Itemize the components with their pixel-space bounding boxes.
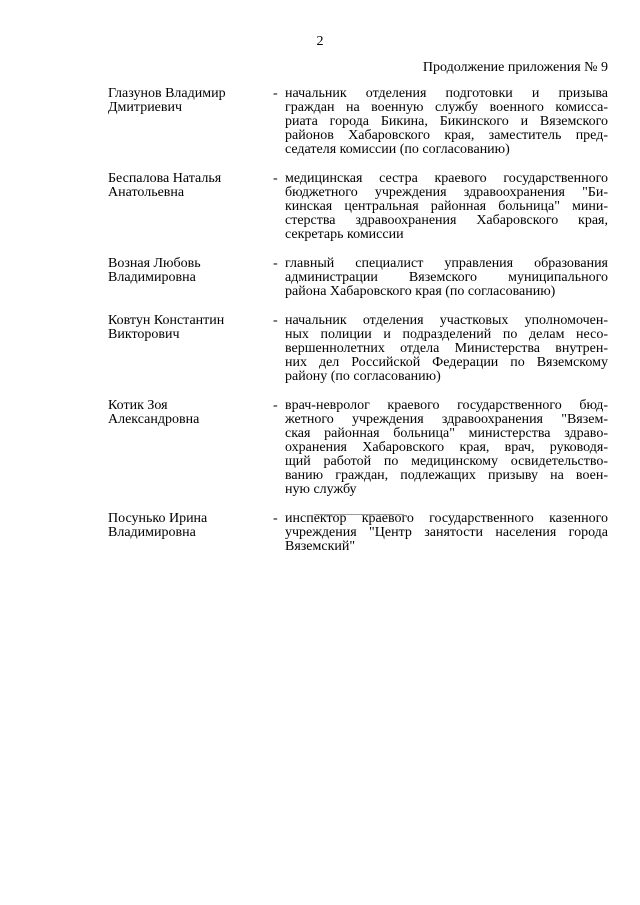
member-name <box>108 86 273 115</box>
member-entry <box>108 313 608 384</box>
member-position <box>285 511 608 554</box>
member-patronymic: Дмитриевич <box>108 100 183 115</box>
position-line: секретарь комиссии <box>285 227 404 242</box>
member-entry <box>108 171 608 242</box>
position-line: инспектор краевого государственного казенного <box>285 511 608 526</box>
position-line: риата города Бикина, Бикинского и Вяземского <box>285 114 608 129</box>
position-line: ская районная больница" министерства здраво- <box>285 426 608 441</box>
member-entry <box>108 256 608 299</box>
position-line: начальник отделения подготовки и призыва <box>285 86 608 101</box>
position-line: кинская центральная районная больница" мини- <box>285 199 608 214</box>
member-position <box>285 398 608 497</box>
position-line: жетного учреждения здравоохранения "Вязем- <box>285 412 608 427</box>
page-number: 2 <box>316 34 324 49</box>
position-line: вершеннолетних отдела Министерства внутрен- <box>285 341 608 356</box>
entry-dash: - <box>273 171 278 186</box>
position-line: ванию граждан, подлежащих призыву на воен- <box>285 468 608 483</box>
position-line: администрации Вяземского муниципального <box>285 270 608 285</box>
entry-dash: - <box>273 398 278 413</box>
member-patronymic: Викторович <box>108 327 180 342</box>
member-position <box>285 171 608 242</box>
member-patronymic: Анатольевна <box>108 185 185 200</box>
member-entry <box>108 398 608 497</box>
position-line: них дел Российской Федерации по Вяземскому <box>285 355 608 370</box>
member-name <box>108 313 273 342</box>
position-line: учреждения "Центр занятости населения города <box>285 525 608 540</box>
commission-members-list <box>108 86 608 554</box>
position-line: районов Хабаровского края, заместитель пред- <box>285 128 608 143</box>
position-line: граждан на военную службу военного комисса- <box>285 100 608 115</box>
position-line: района Хабаровского края (по согласованию) <box>285 284 556 299</box>
position-line: стерства здравоохранения Хабаровского края, <box>285 213 608 228</box>
position-line: главный специалист управления образования <box>285 256 608 271</box>
member-surname-firstname: Ковтун Константин <box>108 313 225 328</box>
appendix-continuation-label: Продолжение приложения № 9 <box>422 60 608 75</box>
member-patronymic: Александровна <box>108 412 200 427</box>
member-position <box>285 256 608 299</box>
member-position <box>285 313 608 384</box>
position-line: бюджетного учреждения здравоохранения "Би- <box>285 185 608 200</box>
member-name <box>108 171 273 200</box>
member-entry <box>108 511 608 554</box>
position-line: щий работой по медицинскому освидетельство- <box>285 454 608 469</box>
member-name <box>108 511 273 540</box>
entry-dash: - <box>273 511 278 526</box>
position-line: медицинская сестра краевого государственного <box>285 171 608 186</box>
member-name <box>108 398 273 427</box>
member-name <box>108 256 273 285</box>
entry-dash: - <box>273 256 278 271</box>
member-surname-firstname: Котик Зоя <box>108 398 168 413</box>
position-line: седателя комиссии (по согласованию) <box>285 142 510 157</box>
position-line: врач-невролог краевого государственного бюд- <box>285 398 608 413</box>
member-patronymic: Владимировна <box>108 525 196 540</box>
member-entry <box>108 86 608 157</box>
entry-dash: - <box>273 86 278 101</box>
position-line: ную службу <box>285 482 357 497</box>
position-line: охранения Хабаровского края, врач, руководя- <box>285 440 608 455</box>
member-surname-firstname: Глазунов Владимир <box>108 86 226 101</box>
member-surname-firstname: Возная Любовь <box>108 256 201 271</box>
position-line: ных полиции и подразделений по делам несо- <box>285 327 608 342</box>
member-position <box>285 86 608 157</box>
member-surname-firstname: Посунько Ирина <box>108 511 208 526</box>
member-patronymic: Владимировна <box>108 270 196 285</box>
position-line: начальник отделения участковых уполномочен- <box>285 313 608 328</box>
document-end-rule <box>314 514 404 515</box>
member-surname-firstname: Беспалова Наталья <box>108 171 222 186</box>
entry-dash: - <box>273 313 278 328</box>
position-line: Вяземский" <box>285 539 356 554</box>
position-line: району (по согласованию) <box>285 369 441 384</box>
